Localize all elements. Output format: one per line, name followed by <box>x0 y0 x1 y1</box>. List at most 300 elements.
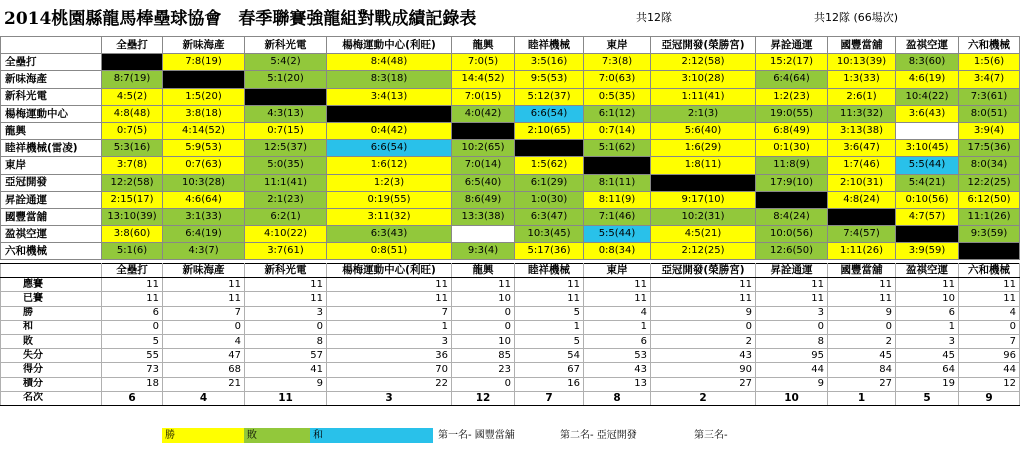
standings-column-header: 龍興 <box>452 264 515 278</box>
matrix-result-cell: 4:7(57) <box>896 208 959 225</box>
rank-cell: 12 <box>452 391 515 405</box>
standings-row <box>1 306 1020 320</box>
standings-value-cell: 73 <box>102 363 163 377</box>
matrix-column-header: 國豐當舖 <box>828 37 896 54</box>
matrix-row <box>1 208 1020 225</box>
matrix-result-cell: 8:0(51) <box>959 105 1020 122</box>
matrix-row <box>1 88 1020 105</box>
matrix-row-label: 亞冠開發 <box>1 174 102 191</box>
matrix-result-cell: 1:2(23) <box>756 88 828 105</box>
matrix-result-cell: 2:1(23) <box>245 191 327 208</box>
standings-value-cell: 5 <box>515 334 584 348</box>
standings-column-header: 全壘打 <box>102 264 163 278</box>
rank-cell: 2 <box>651 391 756 405</box>
matrix-result-cell: 0:7(15) <box>245 122 327 139</box>
matrix-result-cell: 9:5(53) <box>515 71 584 88</box>
matrix-result-cell: 4:8(24) <box>828 191 896 208</box>
matrix-result-cell: 7:3(8) <box>584 54 651 71</box>
matrix-result-cell: 2:10(31) <box>828 174 896 191</box>
matrix-result-cell: 1:5(20) <box>163 88 245 105</box>
standings-row <box>1 320 1020 334</box>
matrix-row-label: 昇詮通運 <box>1 191 102 208</box>
standings-value-cell: 11 <box>163 278 245 292</box>
matrix-result-cell: 10:2(31) <box>651 208 756 225</box>
matrix-self-cell <box>515 140 584 157</box>
matrix-result-cell: 1:5(6) <box>959 54 1020 71</box>
standings-value-cell: 3 <box>245 306 327 320</box>
standings-value-cell: 45 <box>828 349 896 363</box>
standings-value-cell: 7 <box>959 334 1020 348</box>
standings-value-cell: 55 <box>102 349 163 363</box>
standings-value-cell: 11 <box>896 278 959 292</box>
standings-column-header: 東岸 <box>584 264 651 278</box>
standings-value-cell: 11 <box>584 278 651 292</box>
matrix-result-cell: 9:3(4) <box>452 243 515 260</box>
standings-value-cell: 11 <box>828 278 896 292</box>
matrix-row <box>1 54 1020 71</box>
matrix-result-cell: 10:3(28) <box>163 174 245 191</box>
matrix-result-cell: 7:8(19) <box>163 54 245 71</box>
standings-value-cell: 0 <box>756 320 828 334</box>
standings-row-label: 敗 <box>1 334 102 348</box>
standings-corner-cell <box>1 264 102 278</box>
standings-column-header: 亞冠開發(榮勝宮) <box>651 264 756 278</box>
matrix-result-cell: 4:6(19) <box>896 71 959 88</box>
legend-tie-label: 和 <box>313 430 323 441</box>
standings-value-cell: 6 <box>896 306 959 320</box>
standings-value-cell: 43 <box>651 349 756 363</box>
matrix-result-cell: 11:3(32) <box>828 105 896 122</box>
team-count-games-label: 共12隊 (66場次) <box>814 11 899 24</box>
matrix-result-cell: 3:13(38) <box>828 122 896 139</box>
standings-header-row <box>1 264 1020 278</box>
standings-column-header: 昇詮通運 <box>756 264 828 278</box>
matrix-result-cell: 6:3(47) <box>515 208 584 225</box>
matrix-result-cell: 2:12(58) <box>651 54 756 71</box>
standings-row <box>1 292 1020 306</box>
standings-value-cell: 70 <box>327 363 452 377</box>
standings-value-cell: 0 <box>959 320 1020 334</box>
standings-column-header: 新味海產 <box>163 264 245 278</box>
rank-cell: 5 <box>896 391 959 405</box>
matrix-result-cell: 12:2(58) <box>102 174 163 191</box>
matrix-row <box>1 122 1020 139</box>
sheet-title: 2014桃園縣龍馬棒壘球協會 春季聯賽強龍組對戰成績記錄表 <box>4 9 477 29</box>
matrix-result-cell: 5:5(44) <box>584 226 651 243</box>
matrix-result-cell: 8:4(48) <box>327 54 452 71</box>
standings-value-cell: 85 <box>452 349 515 363</box>
matrix-self-cell <box>163 71 245 88</box>
matrix-result-cell: 6:3(43) <box>327 226 452 243</box>
matrix-result-cell: 0:8(51) <box>327 243 452 260</box>
standings-value-cell: 5 <box>515 306 584 320</box>
standings-table <box>0 263 1020 406</box>
standings-row-label: 勝 <box>1 306 102 320</box>
standings-value-cell: 11 <box>163 292 245 306</box>
matrix-row-label: 盈祺空運 <box>1 226 102 243</box>
matrix-result-cell: 1:11(41) <box>651 88 756 105</box>
standings-value-cell: 84 <box>828 363 896 377</box>
matrix-result-cell: 5:9(53) <box>163 140 245 157</box>
matrix-result-cell: 6:12(50) <box>959 191 1020 208</box>
third-place-label: 第三名- <box>694 430 728 441</box>
standings-value-cell: 0 <box>163 320 245 334</box>
matrix-row <box>1 174 1020 191</box>
matrix-result-cell: 1:3(33) <box>828 71 896 88</box>
matrix-result-cell: 7:0(63) <box>584 71 651 88</box>
matrix-result-cell: 9:3(59) <box>959 226 1020 243</box>
standings-value-cell: 16 <box>515 377 584 391</box>
standings-value-cell: 53 <box>584 349 651 363</box>
standings-column-header: 楊梅運動中心(利旺) <box>327 264 452 278</box>
matrix-result-cell: 12:2(25) <box>959 174 1020 191</box>
matrix-result-cell: 10:2(65) <box>452 140 515 157</box>
standings-value-cell: 0 <box>102 320 163 334</box>
standings-value-cell: 7 <box>327 306 452 320</box>
head-to-head-matrix <box>0 36 1020 260</box>
matrix-result-cell: 5:6(40) <box>651 122 756 139</box>
matrix-result-cell: 6:4(19) <box>163 226 245 243</box>
standings-value-cell: 3 <box>327 334 452 348</box>
matrix-result-cell: 4:3(7) <box>163 243 245 260</box>
matrix-result-cell: 6:6(54) <box>327 140 452 157</box>
matrix-result-cell: 7:0(14) <box>452 157 515 174</box>
standings-value-cell: 11 <box>245 278 327 292</box>
matrix-row <box>1 191 1020 208</box>
standings-value-cell: 0 <box>828 320 896 334</box>
matrix-result-cell: 4:0(42) <box>452 105 515 122</box>
matrix-row-label: 六和機械 <box>1 243 102 260</box>
matrix-row-label: 睦祥機械(雷凌) <box>1 140 102 157</box>
matrix-result-cell: 7:0(5) <box>452 54 515 71</box>
matrix-self-cell <box>452 122 515 139</box>
matrix-result-cell: 8:4(24) <box>756 208 828 225</box>
standings-row-label: 失分 <box>1 349 102 363</box>
standings-row-label: 和 <box>1 320 102 334</box>
matrix-row <box>1 226 1020 243</box>
matrix-result-cell: 6:5(40) <box>452 174 515 191</box>
standings-column-header: 新科光電 <box>245 264 327 278</box>
standings-value-cell: 12 <box>959 377 1020 391</box>
matrix-result-cell: 3:8(60) <box>102 226 163 243</box>
matrix-result-cell: 3:1(33) <box>163 208 245 225</box>
standings-value-cell: 11 <box>102 292 163 306</box>
standings-value-cell: 9 <box>828 306 896 320</box>
rank-cell: 1 <box>828 391 896 405</box>
rank-row-label: 名次 <box>1 391 102 405</box>
standings-value-cell: 11 <box>515 278 584 292</box>
standings-value-cell: 23 <box>452 363 515 377</box>
matrix-result-cell: 3:6(47) <box>828 140 896 157</box>
standings-value-cell: 47 <box>163 349 245 363</box>
standings-value-cell: 64 <box>896 363 959 377</box>
matrix-row-label: 楊梅運動中心 <box>1 105 102 122</box>
standings-value-cell: 11 <box>327 278 452 292</box>
matrix-result-cell: 3:6(43) <box>896 105 959 122</box>
rank-cell: 10 <box>756 391 828 405</box>
standings-value-cell: 2 <box>651 334 756 348</box>
standings-value-cell: 27 <box>651 377 756 391</box>
matrix-row-label: 龍興 <box>1 122 102 139</box>
matrix-row <box>1 157 1020 174</box>
matrix-result-cell: 0:5(35) <box>584 88 651 105</box>
matrix-column-header: 全壘打 <box>102 37 163 54</box>
matrix-result-cell: 3:11(32) <box>327 208 452 225</box>
standings-value-cell: 10 <box>452 334 515 348</box>
standings-value-cell: 2 <box>828 334 896 348</box>
matrix-result-cell: 7:4(57) <box>828 226 896 243</box>
standings-value-cell: 9 <box>245 377 327 391</box>
standings-value-cell: 27 <box>828 377 896 391</box>
matrix-result-cell: 8:11(9) <box>584 191 651 208</box>
standings-value-cell: 13 <box>584 377 651 391</box>
standings-value-cell: 5 <box>102 334 163 348</box>
matrix-row-label: 新科光電 <box>1 88 102 105</box>
legend-win-label: 勝 <box>165 430 175 441</box>
standings-value-cell: 7 <box>163 306 245 320</box>
standings-row <box>1 377 1020 391</box>
legend-loss-label: 敗 <box>247 430 257 441</box>
matrix-result-cell: 3:9(4) <box>959 122 1020 139</box>
standings-value-cell: 9 <box>756 377 828 391</box>
standings-row <box>1 278 1020 292</box>
matrix-result-cell: 12:6(50) <box>756 243 828 260</box>
standings-value-cell: 57 <box>245 349 327 363</box>
matrix-result-cell <box>896 122 959 139</box>
standings-value-cell: 36 <box>327 349 452 363</box>
standings-value-cell: 44 <box>959 363 1020 377</box>
matrix-result-cell: 11:1(41) <box>245 174 327 191</box>
standings-value-cell: 90 <box>651 363 756 377</box>
matrix-result-cell: 11:1(26) <box>959 208 1020 225</box>
matrix-result-cell: 14:4(52) <box>452 71 515 88</box>
matrix-result-cell: 8:6(49) <box>452 191 515 208</box>
standings-value-cell: 22 <box>327 377 452 391</box>
matrix-result-cell: 13:10(39) <box>102 208 163 225</box>
matrix-result-cell: 2:6(1) <box>828 88 896 105</box>
matrix-result-cell: 4:5(21) <box>651 226 756 243</box>
matrix-result-cell: 12:5(37) <box>245 140 327 157</box>
standings-value-cell: 1 <box>896 320 959 334</box>
matrix-result-cell: 3:9(59) <box>896 243 959 260</box>
matrix-corner-cell <box>1 37 102 54</box>
rank-cell: 4 <box>163 391 245 405</box>
standings-column-header: 睦祥機械 <box>515 264 584 278</box>
matrix-result-cell: 5:12(37) <box>515 88 584 105</box>
matrix-row-label: 全壘打 <box>1 54 102 71</box>
standings-value-cell: 67 <box>515 363 584 377</box>
matrix-result-cell: 1:11(26) <box>828 243 896 260</box>
matrix-result-cell: 7:3(61) <box>959 88 1020 105</box>
matrix-result-cell: 4:14(52) <box>163 122 245 139</box>
matrix-result-cell: 1:2(3) <box>327 174 452 191</box>
matrix-result-cell: 4:10(22) <box>245 226 327 243</box>
matrix-result-cell: 3:7(61) <box>245 243 327 260</box>
matrix-result-cell: 0:8(34) <box>584 243 651 260</box>
matrix-result-cell: 6:2(1) <box>245 208 327 225</box>
matrix-column-header: 亞冠開發(榮勝宮) <box>651 37 756 54</box>
rank-cell: 6 <box>102 391 163 405</box>
standings-value-cell: 11 <box>584 292 651 306</box>
standings-value-cell: 43 <box>584 363 651 377</box>
standings-value-cell: 54 <box>515 349 584 363</box>
rank-cell: 9 <box>959 391 1020 405</box>
legend-win-swatch <box>162 428 245 443</box>
standings-value-cell: 10 <box>452 292 515 306</box>
rank-cell: 7 <box>515 391 584 405</box>
matrix-header-row <box>1 37 1020 54</box>
standings-column-header: 國豐當舖 <box>828 264 896 278</box>
matrix-self-cell <box>584 157 651 174</box>
matrix-result-cell: 1:8(11) <box>651 157 756 174</box>
matrix-result-cell: 8:3(18) <box>327 71 452 88</box>
matrix-result-cell: 3:10(28) <box>651 71 756 88</box>
rank-cell: 11 <box>245 391 327 405</box>
standings-value-cell: 11 <box>651 292 756 306</box>
matrix-result-cell: 5:1(6) <box>102 243 163 260</box>
standings-value-cell: 0 <box>651 320 756 334</box>
matrix-result-cell: 0:1(30) <box>756 140 828 157</box>
sheet-header <box>0 0 1024 30</box>
matrix-result-cell: 15:2(17) <box>756 54 828 71</box>
standings-value-cell: 1 <box>327 320 452 334</box>
standings-value-cell: 0 <box>245 320 327 334</box>
standings-value-cell: 18 <box>102 377 163 391</box>
matrix-result-cell: 5:1(62) <box>584 140 651 157</box>
matrix-result-cell <box>452 226 515 243</box>
standings-value-cell: 6 <box>102 306 163 320</box>
matrix-result-cell: 3:8(18) <box>163 105 245 122</box>
standings-row-label: 已賽 <box>1 292 102 306</box>
standings-row <box>1 363 1020 377</box>
standings-value-cell: 3 <box>756 306 828 320</box>
standings-row-label: 應賽 <box>1 278 102 292</box>
matrix-column-header: 東岸 <box>584 37 651 54</box>
standings-value-cell: 8 <box>245 334 327 348</box>
matrix-result-cell: 2:12(25) <box>651 243 756 260</box>
matrix-result-cell: 11:8(9) <box>756 157 828 174</box>
matrix-result-cell: 4:8(48) <box>102 105 163 122</box>
standings-value-cell: 11 <box>515 292 584 306</box>
color-legend <box>0 428 1024 444</box>
standings-value-cell: 1 <box>584 320 651 334</box>
matrix-result-cell: 8:0(34) <box>959 157 1020 174</box>
standings-value-cell: 11 <box>245 292 327 306</box>
matrix-row-label: 新味海產 <box>1 71 102 88</box>
standings-value-cell: 4 <box>959 306 1020 320</box>
matrix-column-header: 盈祺空運 <box>896 37 959 54</box>
matrix-result-cell: 5:4(21) <box>896 174 959 191</box>
matrix-result-cell: 0:4(42) <box>327 122 452 139</box>
standings-value-cell: 10 <box>896 292 959 306</box>
matrix-result-cell: 0:7(63) <box>163 157 245 174</box>
matrix-self-cell <box>102 54 163 71</box>
standings-value-cell: 41 <box>245 363 327 377</box>
matrix-result-cell: 2:10(65) <box>515 122 584 139</box>
matrix-column-header: 新科光電 <box>245 37 327 54</box>
matrix-result-cell: 1:5(62) <box>515 157 584 174</box>
matrix-result-cell: 10:0(56) <box>756 226 828 243</box>
standings-value-cell: 0 <box>452 320 515 334</box>
standings-value-cell: 9 <box>651 306 756 320</box>
matrix-self-cell <box>896 226 959 243</box>
standings-value-cell: 3 <box>896 334 959 348</box>
matrix-result-cell: 0:7(14) <box>584 122 651 139</box>
team-count-label: 共12隊 <box>636 11 672 24</box>
matrix-result-cell: 1:0(30) <box>515 191 584 208</box>
matrix-column-header: 龍興 <box>452 37 515 54</box>
standings-value-cell: 95 <box>756 349 828 363</box>
matrix-self-cell <box>651 174 756 191</box>
matrix-self-cell <box>756 191 828 208</box>
standings-value-cell: 68 <box>163 363 245 377</box>
matrix-result-cell: 6:6(54) <box>515 105 584 122</box>
matrix-self-cell <box>245 88 327 105</box>
standings-value-cell: 19 <box>896 377 959 391</box>
rank-cell: 8 <box>584 391 651 405</box>
matrix-result-cell: 6:8(49) <box>756 122 828 139</box>
matrix-result-cell: 7:0(15) <box>452 88 515 105</box>
matrix-self-cell <box>828 208 896 225</box>
matrix-result-cell: 0:19(55) <box>327 191 452 208</box>
matrix-result-cell: 0:7(5) <box>102 122 163 139</box>
matrix-row <box>1 71 1020 88</box>
matrix-row-label: 國豐當舖 <box>1 208 102 225</box>
matrix-result-cell: 7:1(46) <box>584 208 651 225</box>
matrix-result-cell: 1:7(46) <box>828 157 896 174</box>
matrix-result-cell: 4:5(2) <box>102 88 163 105</box>
matrix-row <box>1 105 1020 122</box>
matrix-result-cell: 3:7(8) <box>102 157 163 174</box>
matrix-row-label: 東岸 <box>1 157 102 174</box>
matrix-result-cell: 5:0(35) <box>245 157 327 174</box>
matrix-result-cell: 6:1(29) <box>515 174 584 191</box>
standings-value-cell: 11 <box>452 278 515 292</box>
matrix-result-cell: 9:17(10) <box>651 191 756 208</box>
standings-value-cell: 11 <box>756 292 828 306</box>
matrix-result-cell: 5:1(20) <box>245 71 327 88</box>
matrix-column-header: 睦祥機械 <box>515 37 584 54</box>
matrix-result-cell: 1:6(12) <box>327 157 452 174</box>
matrix-result-cell: 4:3(13) <box>245 105 327 122</box>
standings-value-cell: 11 <box>102 278 163 292</box>
matrix-result-cell: 13:3(38) <box>452 208 515 225</box>
matrix-result-cell: 17:9(10) <box>756 174 828 191</box>
rank-cell: 3 <box>327 391 452 405</box>
standings-value-cell: 11 <box>756 278 828 292</box>
matrix-result-cell: 19:0(55) <box>756 105 828 122</box>
matrix-row <box>1 140 1020 157</box>
matrix-result-cell: 3:5(16) <box>515 54 584 71</box>
matrix-result-cell: 6:4(64) <box>756 71 828 88</box>
matrix-result-cell: 5:5(44) <box>896 157 959 174</box>
section-spacer <box>0 245 1024 262</box>
matrix-result-cell: 3:4(13) <box>327 88 452 105</box>
standings-value-cell: 4 <box>163 334 245 348</box>
legend-tie-swatch <box>310 428 433 443</box>
standings-value-cell: 11 <box>327 292 452 306</box>
matrix-result-cell: 3:4(7) <box>959 71 1020 88</box>
matrix-result-cell: 8:1(11) <box>584 174 651 191</box>
standings-value-cell: 8 <box>756 334 828 348</box>
standings-row <box>1 349 1020 363</box>
matrix-self-cell <box>327 105 452 122</box>
matrix-column-header: 楊梅運動中心(利旺) <box>327 37 452 54</box>
matrix-result-cell: 6:1(12) <box>584 105 651 122</box>
matrix-result-cell: 2:15(17) <box>102 191 163 208</box>
standings-value-cell: 11 <box>959 278 1020 292</box>
standings-value-cell: 96 <box>959 349 1020 363</box>
